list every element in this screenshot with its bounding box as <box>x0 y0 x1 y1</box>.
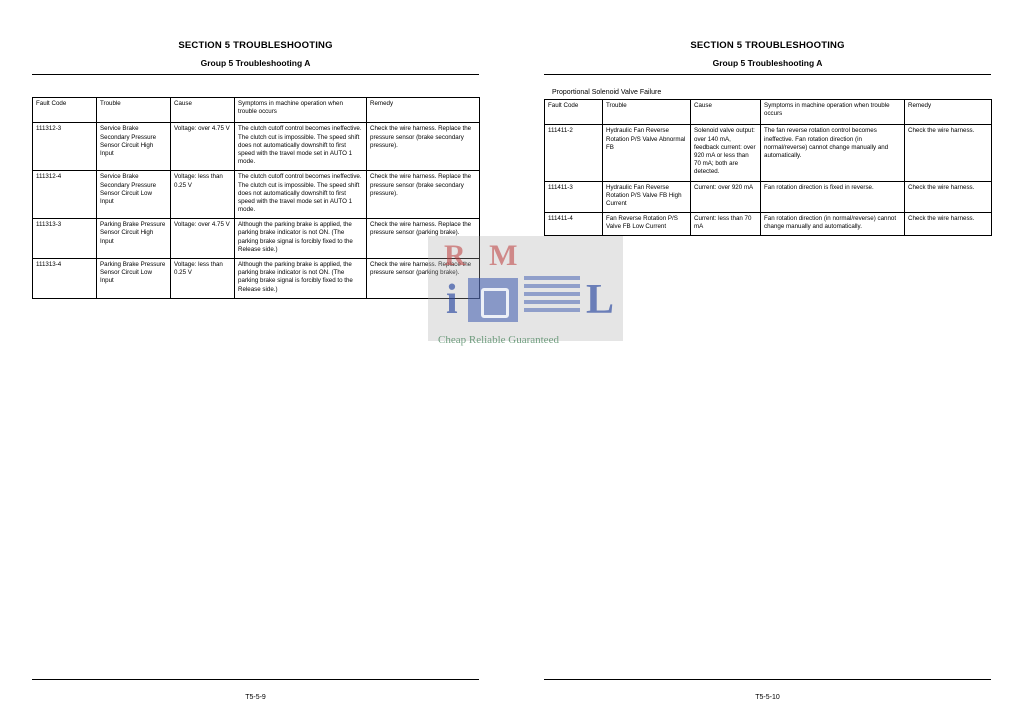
footer-divider <box>32 679 479 680</box>
table-row <box>33 171 480 219</box>
cell-trouble: Parking Brake Pressure Sensor Circuit Low Input <box>97 259 171 299</box>
page-left <box>0 0 511 725</box>
cell-symptoms: The clutch cutoff control becomes ineffective. The clutch cut is impossible. The speed shift does not automatically downshift to first speed with the travel mode set in AUTO 1 mode. <box>235 171 367 219</box>
table-row <box>33 123 480 171</box>
column-header-symptoms: Symptoms in machine operation when trouble occurs <box>761 100 905 125</box>
cell-remedy: Check the wire harness. <box>905 125 992 181</box>
cell-cause: Current: less than 70 mA <box>691 213 761 236</box>
cell-fault-code: 111312-4 <box>33 171 97 219</box>
cell-fault-code: 111313-4 <box>33 259 97 299</box>
cell-cause: Voltage: over 4.75 V <box>171 219 235 259</box>
table-row <box>545 181 992 213</box>
cell-symptoms: Although the parking brake is applied, the parking brake indicator is not ON. (The parking brake signal is forcibly fixed to the Release side.) <box>235 219 367 259</box>
cell-remedy: Check the wire harness. <box>905 181 992 213</box>
cell-trouble: Fan Reverse Rotation P/S Valve FB Low Current <box>603 213 691 236</box>
cell-fault-code: 111313-3 <box>33 219 97 259</box>
cell-remedy: Check the wire harness. <box>905 213 992 236</box>
table-header-row <box>33 98 480 123</box>
cell-fault-code: 111411-2 <box>545 125 603 181</box>
cell-cause: Solenoid valve output: over 140 mA, feedback current: over 920 mA or less than 70 mA; both are detected. <box>691 125 761 181</box>
footer-divider <box>544 679 991 680</box>
cell-cause: Voltage: less than 0.25 V <box>171 171 235 219</box>
watermark-rm-text: R M <box>444 239 526 272</box>
column-header-remedy: Remedy <box>367 98 480 123</box>
table-row <box>545 213 992 236</box>
cell-remedy: Check the wire harness. Replace the pressure sensor (parking brake). <box>367 259 480 299</box>
cell-remedy: Check the wire harness. Replace the pressure sensor (brake secondary pressure). <box>367 171 480 219</box>
cell-fault-code: 111312-3 <box>33 123 97 171</box>
cell-cause: Current: over 920 mA <box>691 181 761 213</box>
page-title: SECTION 5 TROUBLESHOOTING <box>178 40 333 51</box>
fault-code-table <box>544 99 992 236</box>
table-row <box>33 219 480 259</box>
column-header-fault-code: Fault Code <box>545 100 603 125</box>
cell-symptoms: Although the parking brake is applied, the parking brake indicator is not ON. (The parking brake signal is forcibly fixed to the Release side.) <box>235 259 367 299</box>
cell-trouble: Service Brake Secondary Pressure Sensor Circuit High Input <box>97 123 171 171</box>
cell-trouble: Service Brake Secondary Pressure Sensor Circuit Low Input <box>97 171 171 219</box>
column-header-cause: Cause <box>171 98 235 123</box>
cell-trouble: Hydraulic Fan Reverse Rotation P/S Valve Abnormal FB <box>603 125 691 181</box>
column-header-symptoms: Symptoms in machine operation when trouble occurs <box>235 98 367 123</box>
column-header-remedy: Remedy <box>905 100 992 125</box>
cell-fault-code: 111411-4 <box>545 213 603 236</box>
cell-cause: Voltage: over 4.75 V <box>171 123 235 171</box>
page-number: T5-5-9 <box>245 694 266 701</box>
cell-trouble: Parking Brake Pressure Sensor Circuit High Input <box>97 219 171 259</box>
watermark-i-letter: i <box>446 277 458 323</box>
cell-remedy: Check the wire harness. Replace the pressure sensor (parking brake). <box>367 219 480 259</box>
table-row <box>545 125 992 181</box>
page-number: T5-5-10 <box>755 694 780 701</box>
header-divider <box>544 74 991 75</box>
cell-symptoms: The fan reverse rotation control becomes ineffective. Fan rotation direction (in normal/reverse) cannot change manually and automatically. <box>761 125 905 181</box>
cell-remedy: Check the wire harness. Replace the pressure sensor (brake secondary pressure). <box>367 123 480 171</box>
fault-code-table <box>32 97 480 299</box>
column-header-trouble: Trouble <box>97 98 171 123</box>
section-label: Proportional Solenoid Valve Failure <box>552 89 662 96</box>
table-row <box>33 259 480 299</box>
column-header-cause: Cause <box>691 100 761 125</box>
page-subtitle: Group 5 Troubleshooting A <box>712 58 823 68</box>
cell-symptoms: The clutch cutoff control becomes ineffective. The clutch cut is impossible. The speed shift does not automatically downshift to first speed with the travel mode set in AUTO 1 mode. <box>235 123 367 171</box>
page-subtitle: Group 5 Troubleshooting A <box>200 58 311 68</box>
page-title: SECTION 5 TROUBLESHOOTING <box>690 40 845 51</box>
table-header-row <box>545 100 992 125</box>
cell-fault-code: 111411-3 <box>545 181 603 213</box>
cell-trouble: Hydraulic Fan Reverse Rotation P/S Valve FB High Current <box>603 181 691 213</box>
cell-symptoms: Fan rotation direction is fixed in reverse. <box>761 181 905 213</box>
column-header-trouble: Trouble <box>603 100 691 125</box>
cell-symptoms: Fan rotation direction (in normal/reverse) cannot change manually and automatically. <box>761 213 905 236</box>
page-right <box>512 0 1023 725</box>
cell-cause: Voltage: less than 0.25 V <box>171 259 235 299</box>
watermark-l-letter: L <box>586 277 615 323</box>
watermark-tagline: Cheap Reliable Guaranteed <box>438 334 559 346</box>
column-header-fault-code: Fault Code <box>33 98 97 123</box>
